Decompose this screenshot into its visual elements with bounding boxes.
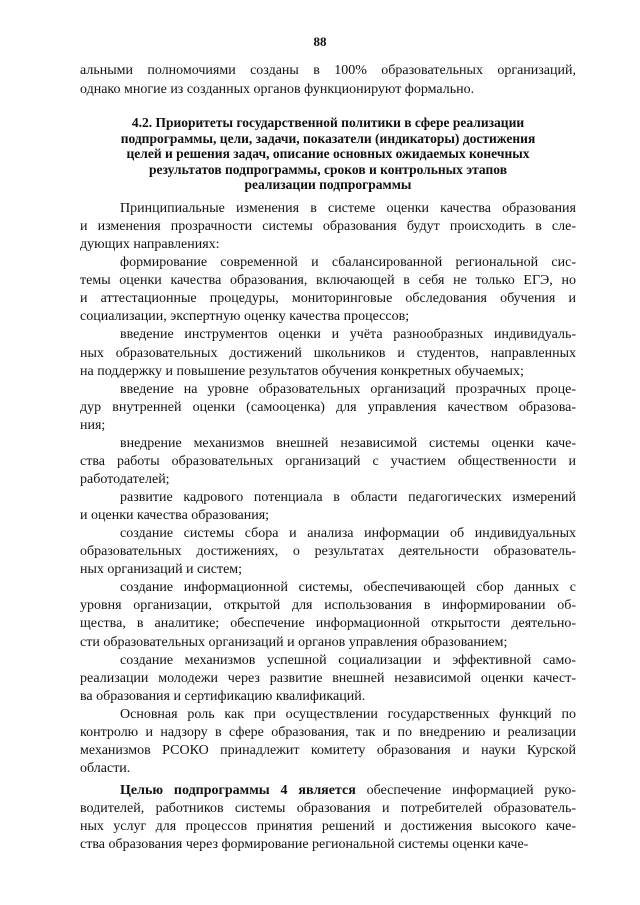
text-line: создание системы сбора и анализа информации об индивидуальных	[120, 526, 576, 541]
text-line: темы оценки качества образования, включающей в себя не только ЕГЭ, но	[80, 273, 576, 288]
text-line: механизмов РСОКО принадлежит комитету образования и науки Курской	[80, 743, 576, 758]
text-line: ных образовательных достижений школьников и студентов, направленных	[80, 346, 576, 361]
text-line: введение инструментов оценки и учёта разнообразных индивидуаль-	[120, 327, 576, 342]
text-line: уровня организации, открытой для использования в информировании об-	[80, 598, 576, 613]
text-line: дующих направлениях:	[80, 237, 220, 252]
text-line: ных организаций и систем;	[80, 562, 243, 577]
page-number: 88	[313, 34, 327, 49]
text-line: внедрение механизмов внешней независимой системы оценки каче-	[120, 436, 576, 451]
text-span: обеспечение информацией руко-	[355, 783, 576, 798]
text-line: ства работы образовательных организаций с участием общественности и	[80, 454, 576, 469]
text-line: области.	[80, 761, 131, 776]
text-line: введение на уровне образовательных организаций прозрачных проце-	[120, 382, 576, 397]
text-line: Основная роль как при осуществлении государственных функций по	[120, 707, 576, 722]
text-line: контролю и надзору в сфере образования, так и по внедрению и реализации	[80, 725, 576, 740]
text-line: на поддержку и повышение результатов обучения конкретных обучаемых;	[80, 364, 524, 379]
text-line: и оценки качества образования;	[80, 508, 270, 523]
text-line	[120, 782, 576, 800]
text-line: социализации, экспертную оценку качества процессов;	[80, 309, 410, 324]
text-line: и изменения прозрачности системы образования будут происходить в сле-	[80, 219, 576, 234]
text-line: развитие кадрового потенциала в области педагогических измерений	[120, 490, 576, 505]
text-line	[80, 818, 576, 836]
text-span: ства образования через формирование региональной системы оценки каче-	[80, 837, 529, 852]
text-line: щества, в аналитике; обеспечение информационной открытости деятельно-	[80, 616, 576, 631]
text-line: ва образования и сертификацию квалификаций.	[80, 689, 366, 704]
text-line: работодателей;	[80, 472, 170, 487]
text-line: реализации молодежи через развитие внешней независимой оценки качест-	[80, 671, 576, 686]
text-line: образовательных достижениях, о результатах деятельности образователь-	[80, 544, 576, 559]
text-line: ния;	[80, 418, 106, 433]
text-line	[80, 800, 576, 818]
text-span: ных услуг для процессов принятия решений и достижения высокого каче-	[80, 819, 576, 834]
goal-emphasis: Целью подпрограммы 4 является	[120, 783, 356, 798]
section-heading-line: результатов подпрограммы, сроков и контрольных этапов	[149, 162, 507, 177]
section-heading-line: реализации подпрограммы	[244, 177, 412, 192]
text-line: создание информационной системы, обеспечивающей сбор данных с	[120, 580, 576, 595]
section-heading-line: подпрограммы, цели, задачи, показатели (индикаторы) достижения	[120, 131, 536, 146]
text-line: и аттестационные процедуры, мониторинговые обследования обучения и	[80, 291, 576, 306]
text-line: Принципиальные изменения в системе оценки качества образования	[120, 201, 576, 216]
text-line: формирование современной и сбалансированной региональной сис-	[120, 255, 576, 270]
section-heading-line: 4.2. Приоритеты государственной политики в сфере реализации	[131, 115, 525, 130]
text-line: альными полномочиями созданы в 100% образовательных организаций,	[80, 63, 576, 78]
text-line	[80, 836, 576, 854]
section-heading-line: целей и решения задач, описание основных ожидаемых конечных	[126, 146, 530, 161]
text-line: создание механизмов успешной социализации и эффективной само-	[120, 653, 576, 668]
text-line: сти образовательных организаций и органов управления образованием;	[80, 635, 508, 650]
text-line: дур внутренней оценки (самооценка) для управления качеством образова-	[80, 400, 576, 415]
text-line: однако многие из созданных органов функционируют формально.	[80, 82, 475, 97]
text-span: водителей, работников системы образования и потребителей образователь-	[80, 801, 576, 816]
